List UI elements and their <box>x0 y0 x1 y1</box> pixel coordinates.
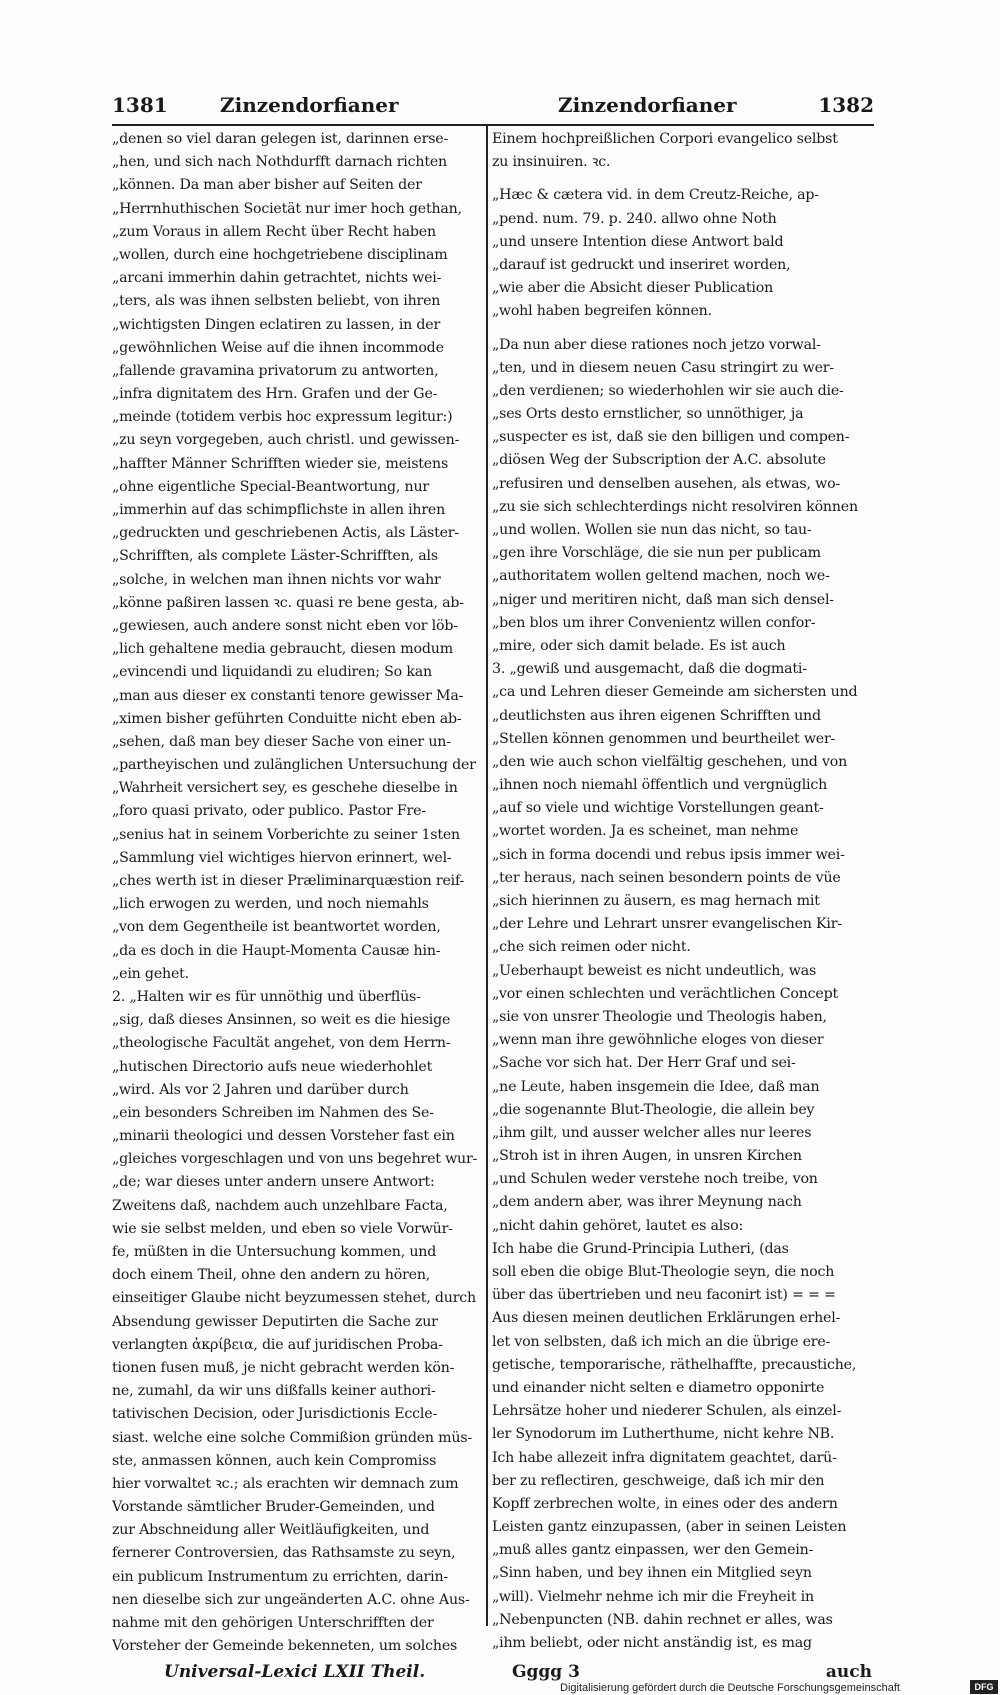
text-line: Ich habe allezeit infra dignitatem geachtet, darü- <box>492 1449 837 1466</box>
text-line: „ten, und in diesem neuen Casu stringirt zu wer- <box>492 359 834 376</box>
header-rule <box>112 124 874 126</box>
text-line: über das übertrieben und neu faconirt ist) = = = <box>492 1287 836 1304</box>
text-line: „ches werth ist in dieser Præliminarquæstion reif- <box>112 873 465 889</box>
running-header <box>112 93 874 125</box>
text-line: „evincendi und liquidandi zu eludiren; So kan <box>112 664 432 681</box>
text-line: „ters, als was ihnen selbsten beliebt, von ihren <box>112 293 441 310</box>
text-line: „ein besonders Schreiben im Nahmen des Se- <box>112 1104 434 1121</box>
text-line: „meinde (totidem verbis hoc expressum legitur:) <box>112 409 453 426</box>
text-line: „minarii theologici und dessen Vorsteher fast ein <box>112 1128 455 1145</box>
text-line: „Stroh ist in ihren Augen, in unsren Kirchen <box>492 1148 802 1165</box>
text-line: „theologische Facultät angehet, von dem Herrn- <box>112 1035 451 1052</box>
text-line: „wird. Als vor 2 Jahren und darüber durch <box>112 1081 409 1098</box>
text-line: fe, müßten in die Untersuchung kommen, und <box>112 1244 437 1260</box>
text-line: ler Synodorum im Lutherthume, nicht kehre NB. <box>492 1426 835 1443</box>
text-line: „der Lehre und Lehrart unsrer evangelischen Kir- <box>492 916 842 933</box>
left-column <box>112 128 479 1658</box>
text-line: „wortet worden. Ja es scheinet, man nehme <box>492 823 799 840</box>
text-line: nahme mit den gehörigen Unterschrifften der <box>112 1615 434 1631</box>
text-line: „Nebenpuncten (NB. dahin rechnet er alles, was <box>492 1611 833 1628</box>
text-line: nen dieselbe sich zur ungeänderten A.C. ohne Aus- <box>112 1591 470 1608</box>
text-line: Vorsteher der Gemeinde bekenneten, um solches <box>112 1638 458 1655</box>
text-line: „wenn man ihre gewöhnliche eloges von dieser <box>492 1032 824 1049</box>
text-line: „sie von unsrer Theologie und Theologis haben, <box>492 1008 827 1025</box>
text-line: hier vorwaltet ꝛc.; als erachten wir demnach zum <box>112 1475 459 1492</box>
text-line: „ihm gilt, und ausser welcher alles nur leeres <box>492 1124 812 1141</box>
running-title-left: Zinzendorfianer <box>220 93 399 117</box>
text-line: zu insinuiren. ꝛc. <box>492 154 611 171</box>
text-line: „sig, daß dieses Ansinnen, so weit es die hiesige <box>112 1012 451 1029</box>
text-line: „sich in forma docendi und rebus ipsis immer wei- <box>492 846 845 863</box>
text-line: doch einem Theil, ohne den andern zu hören, <box>112 1267 431 1284</box>
text-line: soll eben die obige Blut-Theologie seyn, die noch <box>492 1264 835 1280</box>
text-line: „Sammlung viel wichtiges hiervon erinnert, wel- <box>112 849 452 866</box>
text-line: „wollen, durch eine hochgetriebene disciplinam <box>112 246 448 263</box>
text-line: tativischen Decision, oder Jurisdictionis Eccle- <box>112 1406 438 1423</box>
text-line: „und wollen. Wollen sie nun das nicht, so tau- <box>492 522 812 538</box>
text-line: „ter heraus, nach seinen besondern points de vüe <box>492 869 841 886</box>
text-line: Einem hochpreißlichen Corpori evangelico selbst <box>492 131 838 147</box>
text-line: „Hæc & cætera vid. in dem Creutz-Reiche, ap- <box>492 187 819 204</box>
text-line: „infra dignitatem des Hrn. Grafen und der Ge- <box>112 386 438 403</box>
text-line: „gewöhnlichen Weise auf die ihnen incommode <box>112 339 444 356</box>
text-line: wie sie selbst melden, und eben so viele Vorwür- <box>112 1220 453 1237</box>
text-line: „Wahrheit versichert sey, es geschehe dieselbe in <box>112 780 458 797</box>
text-line: „wie aber die Absicht dieser Publication <box>492 280 774 297</box>
text-line: Zweitens daß, nachdem auch unzehlbare Facta, <box>112 1197 448 1214</box>
text-line: tionen fusen muß, je nicht gebracht werden kön- <box>112 1359 455 1376</box>
page-number-right: 1382 <box>818 93 874 117</box>
text-line: „partheyischen und zulänglichen Untersuchung der <box>112 757 476 774</box>
text-line: „denen so viel daran gelegen ist, darinnen erse- <box>112 131 449 147</box>
text-line: „mire, oder sich damit belade. Es ist auch <box>492 637 786 654</box>
text-line: ein publicum Instrumentum zu errichten, darin- <box>112 1568 448 1585</box>
digitization-note: Digitalisierung gefördert durch die Deutsche Forschungsgemeinschaft <box>560 1682 900 1694</box>
text-line: „lich erwogen zu werden, und noch niemahls <box>112 896 429 913</box>
text-line: „immerhin auf das schimpflichste in allen ihren <box>112 502 446 518</box>
running-title-right: Zinzendorfianer <box>558 93 737 117</box>
text-line: „dem andern aber, was ihrer Meynung nach <box>492 1194 802 1211</box>
text-line: „refusiren und denselben ausehen, als etwas, wo- <box>492 475 841 492</box>
text-line: „senius hat in seinem Vorberichte zu seiner 1sten <box>112 826 460 843</box>
column-rule <box>486 126 488 1626</box>
text-line: 3. „gewiß und ausgemacht, daß die dogmati- <box>492 661 807 678</box>
catchword: auch <box>825 1662 872 1682</box>
text-line: „fallende gravamina privatorum zu antworten, <box>112 362 439 379</box>
text-line: „gleiches vorgeschlagen und von uns begehret wur- <box>112 1151 478 1168</box>
text-line: 2. „Halten wir es für unnöthig und überflüs- <box>112 988 421 1005</box>
text-line: „Herrnhuthischen Societät nur imer hoch gethan, <box>112 200 462 217</box>
text-line: „man aus dieser ex constanti tenore gewisser Ma- <box>112 687 464 704</box>
text-line: „muß alles gantz einpassen, wer den Gemein- <box>492 1542 814 1559</box>
text-line: „da es doch in die Haupt-Momenta Causæ hin- <box>112 942 441 959</box>
text-line: „von dem Gegentheile ist beantwortet worden, <box>112 919 441 936</box>
text-line: „ein gehet. <box>112 965 189 982</box>
text-line: „authoritatem wollen geltend machen, noch we- <box>492 568 830 585</box>
text-line: „zu sie sich schlechterdings nicht resolviren können <box>492 498 858 515</box>
text-line: „arcani immerhin dahin getrachtet, nichts wei- <box>112 270 442 287</box>
text-line: „Da nun aber diese rationes noch jetzo vorwal- <box>492 336 821 353</box>
text-line: „ohne eigentliche Special-Beantwortung, nur <box>112 478 429 495</box>
text-line: „wohl haben begreifen können. <box>492 303 712 320</box>
text-line: Absendung gewisser Deputirten die Sache zur <box>112 1313 438 1330</box>
text-line: „zum Voraus in allem Recht über Recht haben <box>112 223 436 240</box>
text-line: let von selbsten, daß ich mich an die übrige ere- <box>492 1333 831 1350</box>
text-line: „suspecter es ist, daß sie den billigen und compen- <box>492 429 850 446</box>
text-line: „solche, in welchen man ihnen nichts vor wahr <box>112 571 441 588</box>
text-line: „ihm beliebt, oder nicht anständig ist, es mag <box>492 1635 812 1651</box>
text-line: und einander nicht selten e diametro opponirte <box>492 1379 825 1396</box>
footer-volume-title: Universal-Lexici LXII Theil. <box>164 1662 426 1682</box>
text-line: „diösen Weg der Subscription der A.C. absolute <box>492 452 826 469</box>
text-line: Lehrsätze hoher und niederer Schulen, als einzel- <box>492 1403 842 1420</box>
text-line: „hen, und sich nach Nothdurfft darnach richten <box>112 154 447 171</box>
text-line: verlangten ἀκρίβεια, die auf juridischen Proba- <box>112 1336 443 1353</box>
text-line: „die sogenannte Blut-Theologie, die allein bey <box>492 1101 815 1118</box>
text-line: Ich habe die Grund-Principia Lutheri, (das <box>492 1240 789 1257</box>
text-line: „ses Orts desto ernstlicher, so unnöthiger, ja <box>492 406 804 423</box>
text-line: „ne Leute, haben insgemein die Idee, daß man <box>492 1078 820 1095</box>
dfg-logo: DFG <box>970 1680 998 1694</box>
text-line: „den verdienen; so wiederhohlen wir sie auch die- <box>492 382 844 399</box>
text-line: „sehen, daß man bey dieser Sache von einer un- <box>112 733 451 750</box>
page-number-left: 1381 <box>112 93 168 117</box>
text-line: „che sich reimen oder nicht. <box>492 939 691 956</box>
text-line: „haffter Männer Schrifften wieder sie, meistens <box>112 455 449 472</box>
text-line: „können. Da man aber bisher auf Seiten der <box>112 177 422 194</box>
text-line: siast. welche eine solche Commißion gründen müs- <box>112 1429 473 1446</box>
text-line: „zu seyn vorgegeben, auch christl. und gewissen- <box>112 432 460 449</box>
text-line: „hutischen Directorio aufs neue wiederhohlet <box>112 1058 433 1075</box>
text-line: „gen ihre Vorschläge, die sie nun per publicam <box>492 545 821 562</box>
text-line: „gedruckten und geschriebenen Actis, als Läster- <box>112 525 459 542</box>
text-line: „Sinn haben, und bey ihnen ein Mitglied seyn <box>492 1565 812 1582</box>
text-line: „ben blos um ihrer Convenientz willen confor- <box>492 614 816 631</box>
text-line: getische, temporarische, räthelhaffte, precaustiche, <box>492 1356 857 1373</box>
right-column <box>492 128 872 1655</box>
text-line: „niger und meritiren nicht, daß man sich densel- <box>492 591 834 608</box>
text-line: zur Abschneidung aller Weitläufigkeiten, und <box>112 1522 430 1539</box>
text-line: „Stellen können genommen und beurtheilet wer- <box>492 730 836 747</box>
text-line: „de; war dieses unter andern unsere Antwort: <box>112 1174 435 1191</box>
text-line: „lich gehaltene media gebraucht, diesen modum <box>112 641 453 658</box>
text-line: einseitiger Glaube nicht beyzumessen stehet, durch <box>112 1290 476 1307</box>
text-line: ste, anmassen können, auch kein Compromiss <box>112 1452 437 1469</box>
text-line: „ca und Lehren dieser Gemeinde am sichersten und <box>492 684 858 701</box>
text-line: „den wie auch schon vielfältig geschehen, und von <box>492 753 848 770</box>
text-line: „nicht dahin gehöret, lautet es also: <box>492 1217 744 1234</box>
text-line: ber zu reflectiren, geschweige, daß ich mir den <box>492 1472 825 1489</box>
text-line: Kopff zerbrechen wolte, in eines oder des andern <box>492 1495 838 1512</box>
text-line: „deutlichsten aus ihren eigenen Schrifften und <box>492 707 821 724</box>
text-line: „wichtigsten Dingen eclatiren zu lassen, in der <box>112 316 441 333</box>
text-line: „gewiesen, auch andere sonst nicht eben vor löb- <box>112 617 458 634</box>
text-line: „und unsere Intention diese Antwort bald <box>492 233 784 250</box>
text-line: „vor einen schlechten und verächtlichen Concept <box>492 985 838 1002</box>
text-line: Aus diesen meinen deutlichen Erklärungen erhel- <box>492 1310 841 1327</box>
text-line: „will). Vielmehr nehme ich mir die Freyheit in <box>492 1588 814 1605</box>
text-line: „darauf ist gedruckt und inseriret worden, <box>492 256 791 273</box>
text-line: ne, zumahl, da wir uns dißfalls keiner authori- <box>112 1383 436 1400</box>
text-line: „ihnen noch niemahl öffentlich und vergnüglich <box>492 777 828 794</box>
text-line: „und Schulen weder verstehe noch treibe, von <box>492 1171 818 1188</box>
text-line: „Ueberhaupt beweist es nicht undeutlich, was <box>492 962 817 979</box>
text-line: „Schrifften, als complete Läster-Schrifften, als <box>112 548 438 565</box>
text-line: „könne paßiren lassen ꝛc. quasi re bene gesta, ab- <box>112 594 464 611</box>
text-line: „foro quasi privato, oder publico. Pastor Fre- <box>112 803 426 820</box>
text-line: Vorstande sämtlicher Bruder-Gemeinden, und <box>112 1499 435 1516</box>
text-line: Leisten gantz einzupassen, (aber in seinen Leisten <box>492 1519 847 1536</box>
text-line: „sich hierinnen zu äusern, es mag hernach mit <box>492 893 820 909</box>
text-line: „Sache vor sich hat. Der Herr Graf und sei- <box>492 1055 796 1072</box>
text-line: fernerer Controversien, das Rathsamste zu seyn, <box>112 1545 456 1562</box>
text-line: „auf so viele und wichtige Vorstellungen geant- <box>492 800 824 817</box>
signature-mark: Gggg 3 <box>512 1662 580 1682</box>
text-line: „ximen bisher geführten Conduitte nicht eben ab- <box>112 710 462 727</box>
text-line: „pend. num. 79. p. 240. allwo ohne Noth <box>492 210 777 227</box>
